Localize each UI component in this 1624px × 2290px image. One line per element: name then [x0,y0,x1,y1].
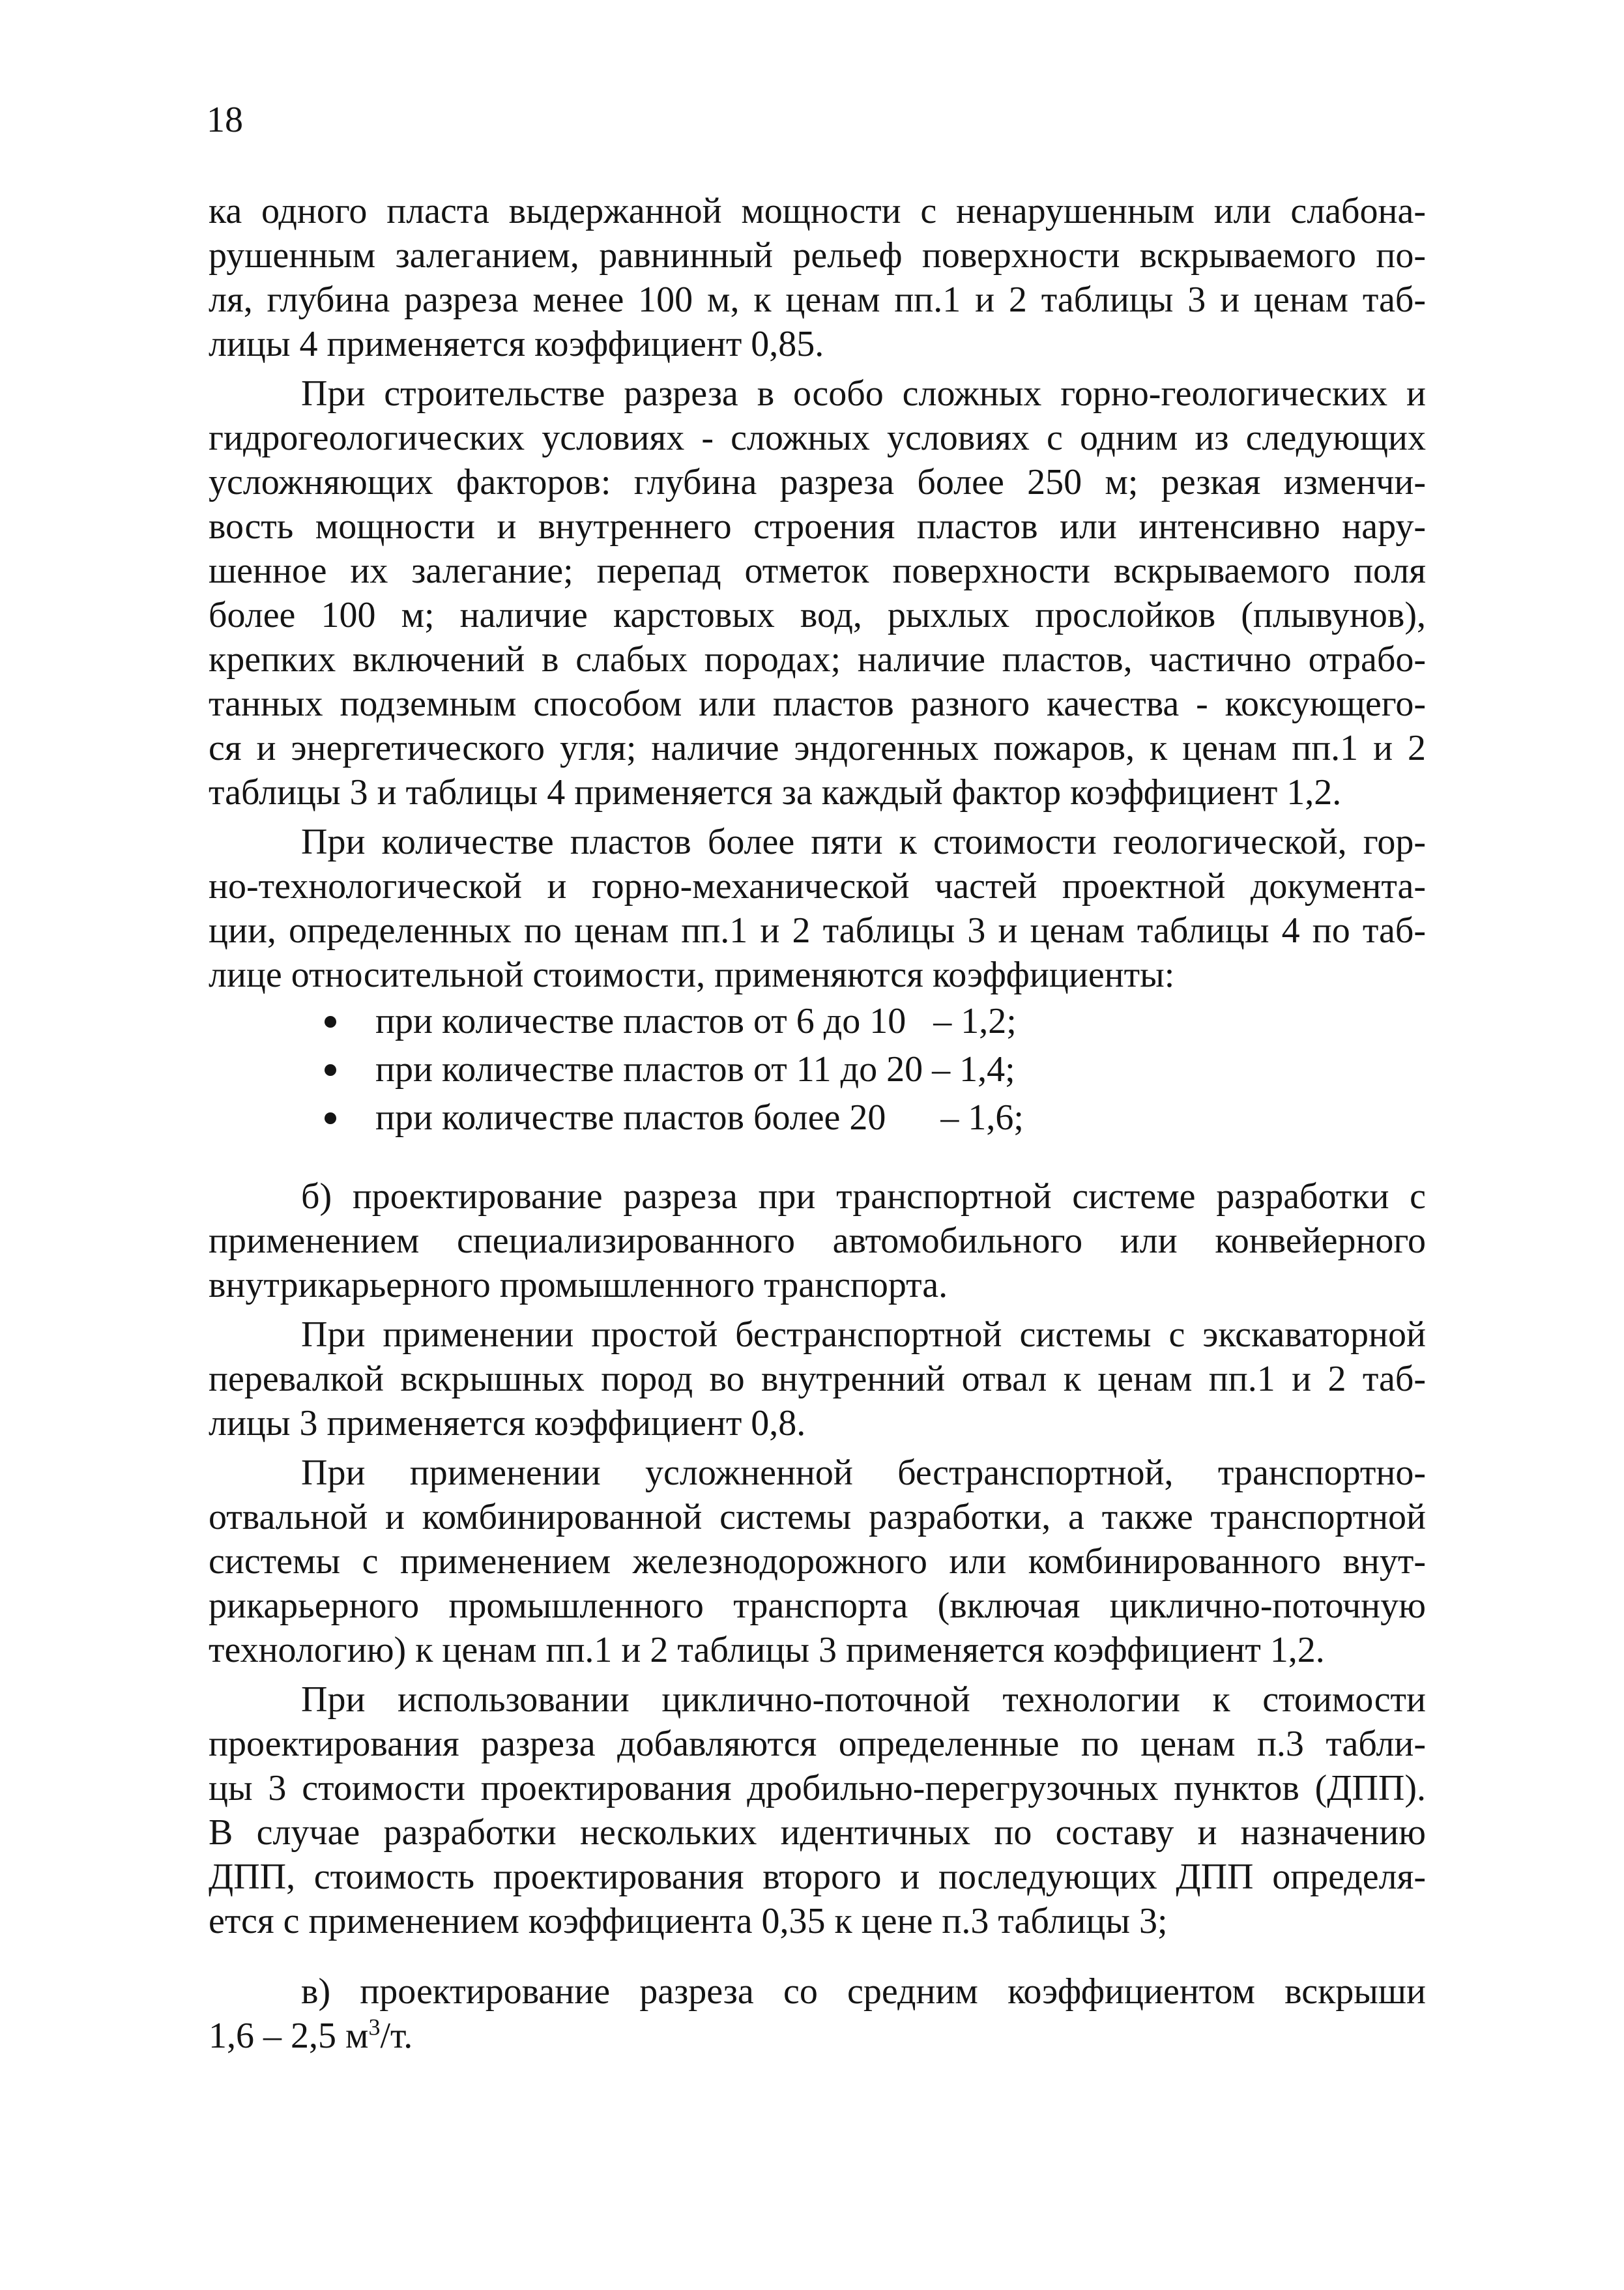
cubic-superscript: 3 [368,2014,381,2040]
text-line: ка одного пласта выдержанной мощности с ненарушенным или слабона- [209,191,1426,231]
text-line: лицы 4 применяется коэффициент 0,85. [209,324,824,364]
text-line: таблицы 3 и таблицы 4 применяется за каждый фактор коэффициент 1,2. [209,772,1342,813]
text-line: усложняющих факторов: глубина разреза более 250 м; резкая изменчи- [209,462,1426,502]
text-line: внутрикарьерного промышленного транспорта. [209,1265,948,1305]
paragraph-seam-count [209,820,1426,997]
text-line: вость мощности и внутреннего строения пластов или интенсивно нару- [209,506,1426,547]
text-line: перевалкой вскрышных пород во внутренний отвал к ценам пп.1 и 2 таб- [209,1359,1426,1399]
ratio-range: 1,6 – 2,5 м [209,2016,369,2056]
text-line: применением специализированного автомобильного или конвейерного [209,1221,1426,1261]
paragraph-cyclic-flow [209,1677,1426,1943]
text-line: ДПП, стоимость проектирования второго и последующих ДПП определя- [209,1857,1426,1897]
bullet-icon [325,1064,336,1076]
paragraph-transport-system [209,1174,1426,1307]
text-line: отвальной и комбинированной системы разработки, а также транспортной [209,1497,1426,1537]
text-line: В случае разработки нескольких идентичных по составу и назначению [209,1812,1426,1853]
text-line: крепких включений в слабых породах; наличие пластов, частично отрабо- [209,639,1426,680]
unit-per-ton: /т. [380,2016,413,2056]
paragraph-simple-system [209,1312,1426,1445]
text-line: рушенным залеганием, равнинный рельеф поверхности вскрываемого по- [209,235,1426,276]
text-line: системы с применением железнодорожного или комбинированного внут- [209,1541,1426,1582]
text-line: технологию) к ценам пп.1 и 2 таблицы 3 применяется коэффициент 1,2. [209,1630,1325,1670]
text-line: цы 3 стоимости проектирования дробильно-перегрузочных пунктов (ДПП). [209,1768,1426,1808]
text-line: танных подземным способом или пластов разного качества - коксующего- [209,684,1426,724]
text-line: ется с применением коэффициента 0,35 к цене п.3 таблицы 3; [209,1901,1168,1941]
text-line: более 100 м; наличие карстовых вод, рыхлых прослойков (плывунов), [209,595,1426,635]
coefficient-list [209,997,1426,1142]
text-line: лицы 3 применяется коэффициент 0,8. [209,1403,806,1443]
text-line: При применении простой бестранспортной системы с экскаваторной [301,1314,1426,1355]
paragraph-stripping-ratio [209,1969,1426,2058]
bullet-icon [325,1016,336,1028]
text-line: б) проектирование разреза при транспортной системе разработки с [301,1176,1426,1217]
text-line: При применении усложненной бестранспортной, транспортно- [301,1453,1426,1493]
paragraph-continuation [209,189,1426,366]
text-line: но-технологической и горно-механической частей проектной документа- [209,866,1426,906]
list-item [209,1094,1426,1142]
list-item [209,997,1426,1045]
text-line [209,2014,1426,2058]
paragraph-complex-conditions [209,371,1426,815]
text-line: шенное их залегание; перепад отметок поверхности вскрываемого поля [209,551,1426,591]
list-item-text: при количестве пластов от 11 до 20 – 1,4; [375,1049,1015,1090]
body-text [209,189,1426,2058]
paragraph-complex-system [209,1451,1426,1672]
text-line: При количестве пластов более пяти к стоимости геологической, гор- [301,822,1426,862]
text-line: лице относительной стоимости, применяются коэффициенты: [209,955,1175,995]
text-line: проектирования разреза добавляются определенные по ценам п.3 табли- [209,1724,1426,1764]
text-line: ся и энергетического угля; наличие эндогенных пожаров, к ценам пп.1 и 2 [209,728,1426,768]
list-item-text: при количестве пластов от 6 до 10 – 1,2; [375,1001,1017,1041]
list-item-text: при количестве пластов более 20 – 1,6; [375,1097,1024,1138]
text-line: При использовании циклично-поточной технологии к стоимости [301,1679,1426,1720]
text-line: ля, глубина разреза менее 100 м, к ценам пп.1 и 2 таблицы 3 и ценам таб- [209,280,1426,320]
text-line: в) проектирование разреза со средним коэффициентом вскрыши [301,1971,1426,2012]
text-line: рикарьерного промышленного транспорта (включая циклично-поточную [209,1586,1426,1626]
text-line: гидрогеологических условиях - сложных условиях с одним из следующих [209,418,1426,458]
text-line: ции, определенных по ценам пп.1 и 2 таблицы 3 и ценам таблицы 4 по таб- [209,910,1426,951]
page-number: 18 [207,100,243,140]
list-item [209,1045,1426,1094]
bullet-icon [325,1112,336,1124]
text-line: При строительстве разреза в особо сложных горно-геологических и [301,373,1426,414]
